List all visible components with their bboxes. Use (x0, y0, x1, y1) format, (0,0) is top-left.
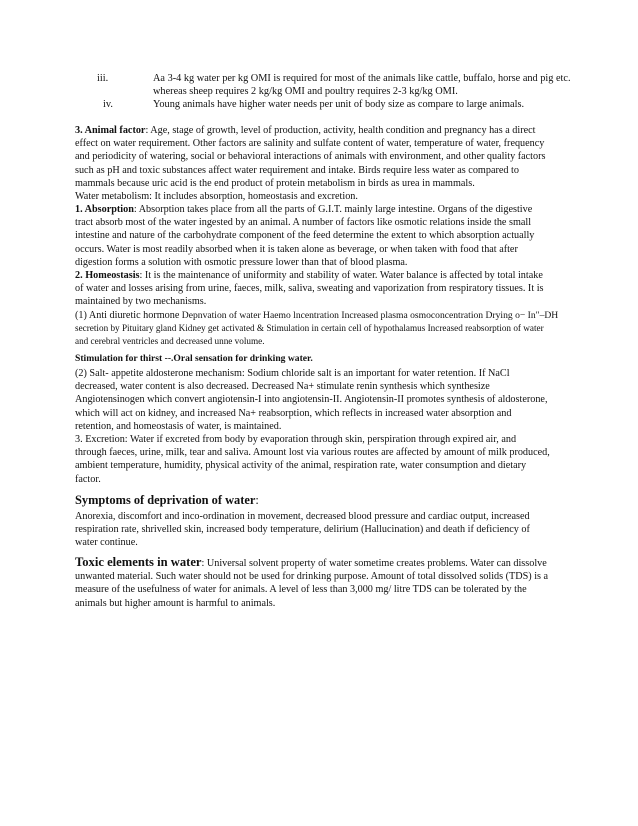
symptoms-heading: Symptoms of deprivation of water (75, 493, 256, 507)
homeostasis-line: maintained by two mechanisms. (75, 296, 207, 308)
excretion-line: through faeces, urine, milk, tear and saliva. Amount lost via various routes are affected by amount of milk produced, (75, 447, 550, 459)
toxic-paragraph (75, 556, 565, 610)
stimulation-paragraph (75, 352, 565, 365)
absorption-heading: 1. Absorption (75, 204, 134, 215)
homeostasis-paragraph (75, 269, 565, 309)
excretion-line: ambient temperature, humidity, physical activity of the animal, respiration rate, water consumption and dietary (75, 460, 527, 472)
excretion-line: factor. (75, 473, 101, 485)
anti-diuretic-paragraph (75, 309, 565, 349)
salt-appetite-line: decreased, water content is also decreased. Decreased Na+ stimulate renin synthesis which synthesize (75, 381, 490, 393)
symptoms-line: water continue. (75, 537, 138, 549)
list-text-line: whereas sheep requires 2 kg/kg OMI and poultry requires 2-3 kg/kg OMI. (153, 86, 458, 97)
salt-appetite-line: which will act on kidney, and increased Na+ reabsorption, which reflects in increased water absorption and (75, 407, 512, 419)
absorption-paragraph (75, 203, 565, 269)
list-text-line: Young animals have higher water needs per unit of body size as compare to large animals. (153, 99, 525, 110)
list-text-line: Aa 3-4 kg water per kg OMI is required for most of the animals like cattle, buffalo, horse and pig etc. (153, 73, 571, 84)
toxic-line: unwanted material. Such water should not be used for drinking purpose. Amount of total dissolved solids (TDS) is a (75, 571, 549, 583)
anti-diuretic-lead: (1) Anti diuretic hormone (75, 310, 180, 321)
anti-diuretic-line: secretion by Pituitary gland Kidney get activated & Stimulation in certain cell of hypothalamus Increased reabsorption of water (75, 323, 544, 334)
salt-appetite-paragraph (75, 367, 565, 433)
homeostasis-heading: 2. Homeostasis (75, 270, 140, 281)
excretion-line: 3. Excretion: Water if excreted from body by evaporation through skin, perspiration through expired air, and (75, 434, 517, 445)
salt-appetite-line: (2) Salt- appetite aldosterone mechanism: Sodium chloride salt is an important for water retention. If NaCl (75, 368, 510, 379)
absorption-line: occurs. Water is most readily absorbed when it is taken alone as beverage, or when taken with food that after (75, 243, 518, 255)
animal-factor-line: mammals because uric acid is the end product of protein metabolism in birds as urea in mammals. (75, 177, 475, 189)
absorption-line: intestine and nature of the carbohydrate component of the feed determine the extent to which absorption actually (75, 230, 535, 242)
symptoms-paragraph (75, 510, 565, 550)
absorption-line: digestion forms a solution with osmotic pressure lower than that of blood plasma. (75, 256, 408, 268)
animal-factor-text: : Age, stage of growth, level of production, activity, health condition and pregnancy has a direct (145, 125, 536, 136)
toxic-line: animals but higher amount is harmful to animals. (75, 597, 276, 609)
list-number: iii. (97, 73, 109, 84)
stimulation-text: Stimulation for thirst --.Oral sensation for drinking water. (75, 353, 313, 364)
homeostasis-text: : It is the maintenance of uniformity and stability of water. Water balance is affected by total intake (139, 270, 543, 281)
toxic-line: measure of the usefulness of water for animals. A level of less than 3,000 mg/ litre TDS can be tolerated by the (75, 584, 527, 596)
list-item (103, 98, 623, 112)
homeostasis-line: of water and losses arising from urine, faeces, milk, saliva, sweating and vaporization from respiratory tissues. It is (75, 283, 544, 295)
animal-factor-line: effect on water requirement. Other factors are salinity and sulfate content of water, temperature of water, frequency (75, 138, 545, 150)
symptoms-line: respiration rate, shrivelled skin, increased body temperature, delirium (Hallucination) and death if deficiency of (75, 524, 530, 536)
excretion-paragraph (75, 433, 565, 486)
salt-appetite-line: Angiotensinogen which convert angiotensin-I into angiotensin-II. Angiotensin-II promotes synthesis of aldosterone, (75, 394, 548, 406)
animal-factor-paragraph (75, 124, 565, 203)
water-metabolism-line: Water metabolism: It includes absorption, homeostasis and excretion. (75, 191, 358, 203)
animal-factor-line: such as pH and toxic substances affect water requirement and intake. Birds require less water as compared to (75, 164, 519, 176)
anti-diuretic-line: and cerebral ventricles and decreased unne volume. (75, 336, 265, 347)
salt-appetite-line: retention, and homeostasis of water, is maintained. (75, 420, 282, 432)
animal-factor-line: and periodicity of watering, social or behavioral interactions of animals with environment, and other quality factors (75, 151, 546, 163)
anti-diuretic-text: Depnvation of water Haemo lncentration Increased plasma osmoconcentration Drying o− In"–DH (179, 310, 559, 321)
animal-factor-heading: 3. Animal factor (75, 125, 146, 136)
list-number: iv. (103, 99, 113, 110)
toxic-heading: Toxic elements in water (75, 555, 202, 569)
absorption-line: tract absorb most of the water ingested by an animal. A number of factors like osmotic relations inside the small (75, 217, 532, 229)
symptoms-line: Anorexia, discomfort and inco-ordination in movement, decreased blood pressure and cardiac output, increased (75, 511, 530, 522)
list-item (97, 72, 617, 100)
symptoms-heading-row: Symptoms of deprivation of water: (75, 493, 259, 507)
toxic-text: : Universal solvent property of water sometime creates problems. Water can dissolve (201, 558, 547, 569)
absorption-text: : Absorption takes place from all the parts of G.I.T. mainly large intestine. Organs of the digestive (133, 204, 533, 215)
